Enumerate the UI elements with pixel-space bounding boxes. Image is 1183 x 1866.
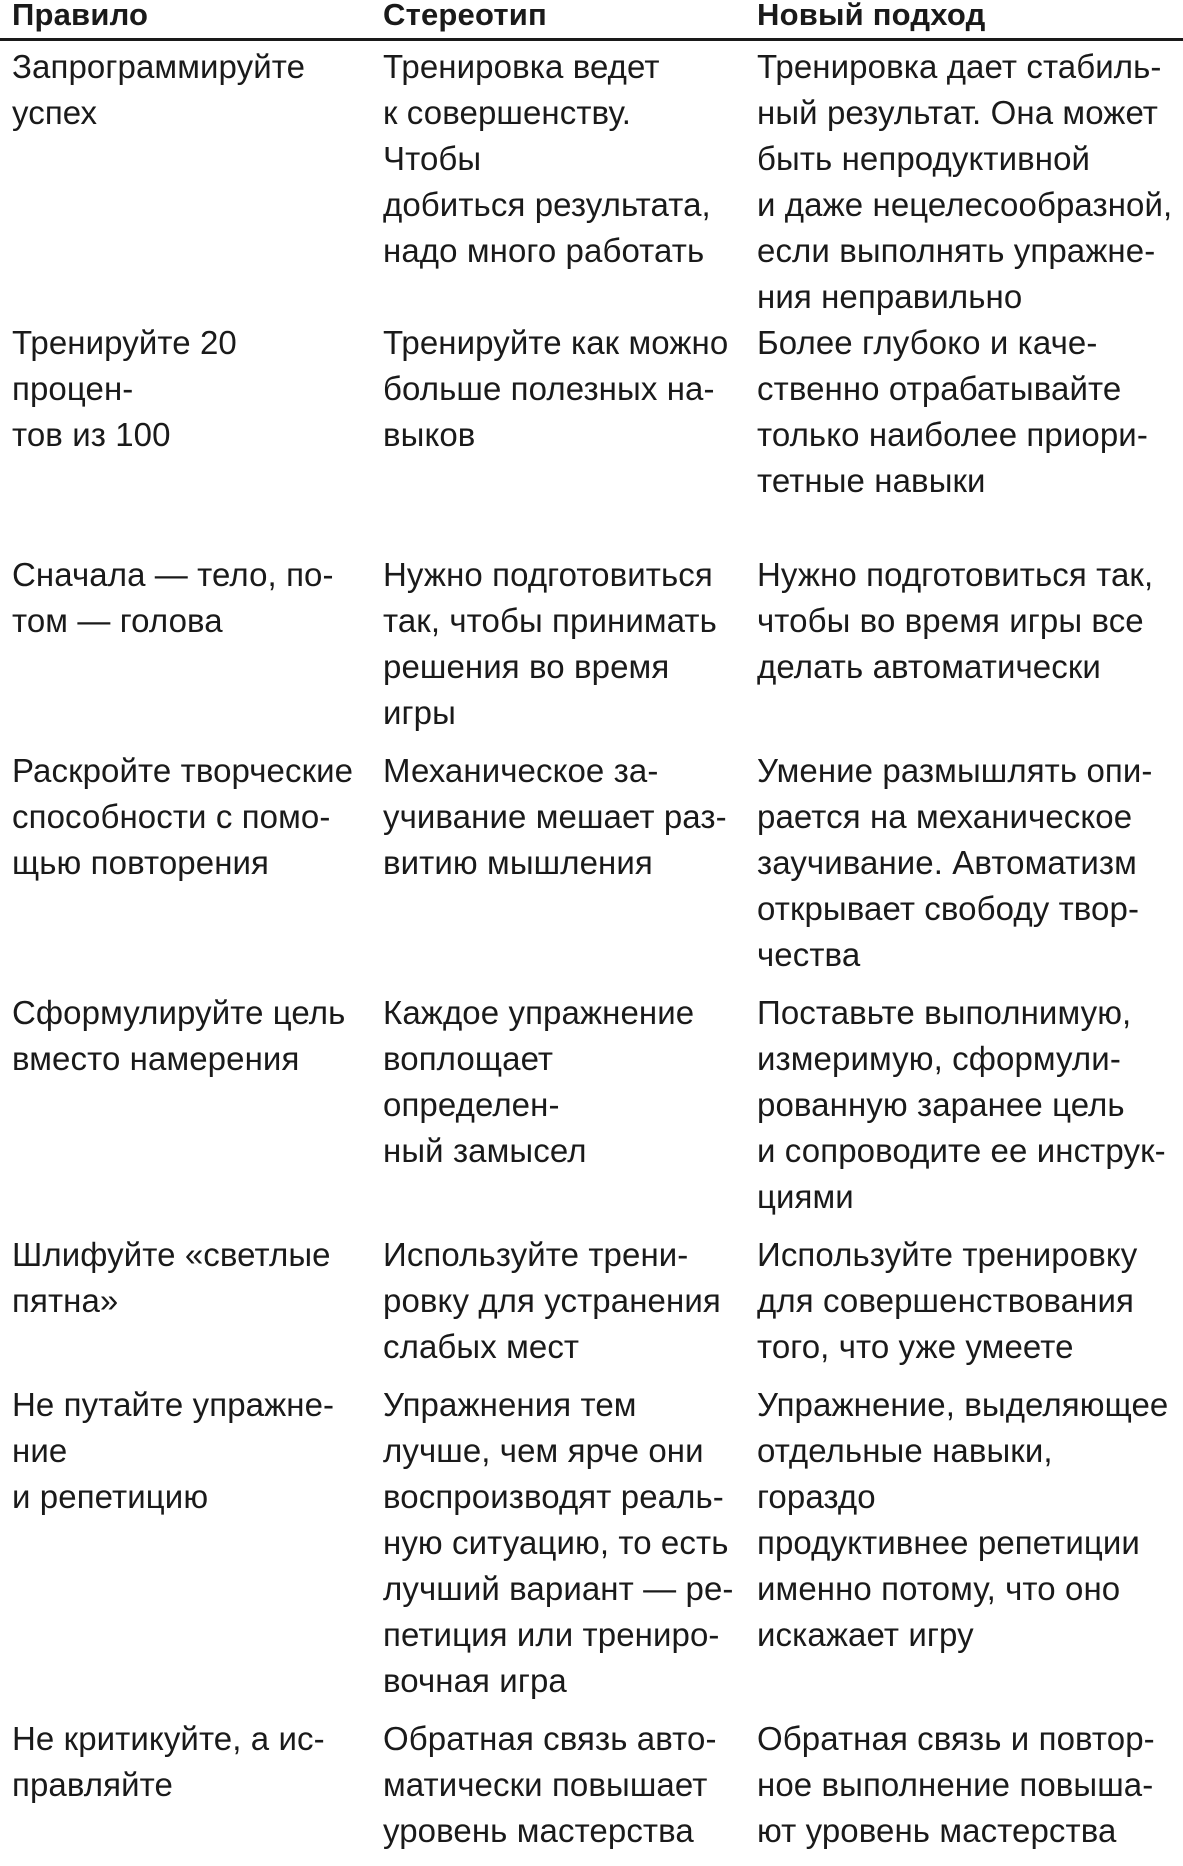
header-rule: Правило	[0, 0, 371, 40]
table-row	[0, 1716, 1183, 1866]
cell-rule: Запрограммируйте успех	[12, 48, 306, 131]
cell-approach: Используйте тренировку для совершенствования того, что уже умеете	[757, 1236, 1138, 1365]
table-row	[0, 320, 1183, 552]
cell-rule: Тренируйте 20 процен- тов из 100	[12, 324, 237, 453]
cell-rule: Не критикуйте, а ис- правляйте	[12, 1720, 325, 1803]
cell-stereotype: Тренировка ведет к совершенству. Чтобы добиться результата, надо много работать	[383, 48, 711, 269]
header-approach: Новый подход	[745, 0, 1183, 40]
table-row	[0, 1382, 1183, 1716]
cell-approach: Упражнение, выделяющее отдельные навыки, гораздо продуктивнее репетиции именно потому, что оно искажает игру	[757, 1386, 1169, 1653]
cell-stereotype: Тренируйте как можно больше полезных на- выков	[383, 324, 729, 453]
cell-approach: Тренировка дает стабиль- ный результат. Она может быть непродуктивной и даже нецелесообразной, если выполнять упражне- ния неправильно	[757, 48, 1173, 315]
cell-rule: Сначала — тело, по- том — голова	[12, 556, 334, 639]
table-header-row	[0, 0, 1183, 40]
cell-approach: Нужно подготовиться так, чтобы во время игры все делать автоматически	[757, 556, 1154, 685]
cell-stereotype: Каждое упражнение воплощает определен- ный замысел	[383, 994, 695, 1169]
cell-approach: Более глубоко и каче- ственно отрабатывайте только наиболее приори- тетные навыки	[757, 324, 1148, 499]
cell-rule: Раскройте творческие способности с помо- щью повторения	[12, 752, 354, 881]
table-row	[0, 40, 1183, 321]
cell-stereotype: Нужно подготовиться так, чтобы принимать решения во время игры	[383, 556, 717, 731]
cell-stereotype: Упражнения тем лучше, чем ярче они воспроизводят реаль- ную ситуацию, то есть лучший вариант — ре- петиция или трениро- вочная игра	[383, 1386, 734, 1699]
header-stereotype: Стереотип	[371, 0, 745, 40]
table-row	[0, 552, 1183, 748]
cell-approach: Умение размышлять опи- рается на механическое заучивание. Автоматизм открывает свободу твор- чества	[757, 752, 1153, 973]
cell-rule: Сформулируйте цель вместо намерения	[12, 994, 346, 1077]
cell-stereotype: Обратная связь авто- матически повышает уровень мастерства	[383, 1720, 717, 1849]
cell-rule: Не путайте упражне- ние и репетицию	[12, 1386, 335, 1515]
cell-approach: Обратная связь и повтор- ное выполнение повыша- ют уровень мастерства	[757, 1720, 1155, 1849]
table-row	[0, 748, 1183, 990]
table-row	[0, 1232, 1183, 1382]
cell-stereotype: Механическое за- учивание мешает раз- витию мышления	[383, 752, 727, 881]
cell-stereotype: Используйте трени- ровку для устранения слабых мест	[383, 1236, 721, 1365]
table-row	[0, 990, 1183, 1232]
cell-rule: Шлифуйте «светлые пятна»	[12, 1236, 331, 1319]
cell-approach: Поставьте выполнимую, измеримую, сформули- рованную заранее цель и сопроводите ее инструк- циями	[757, 994, 1166, 1215]
